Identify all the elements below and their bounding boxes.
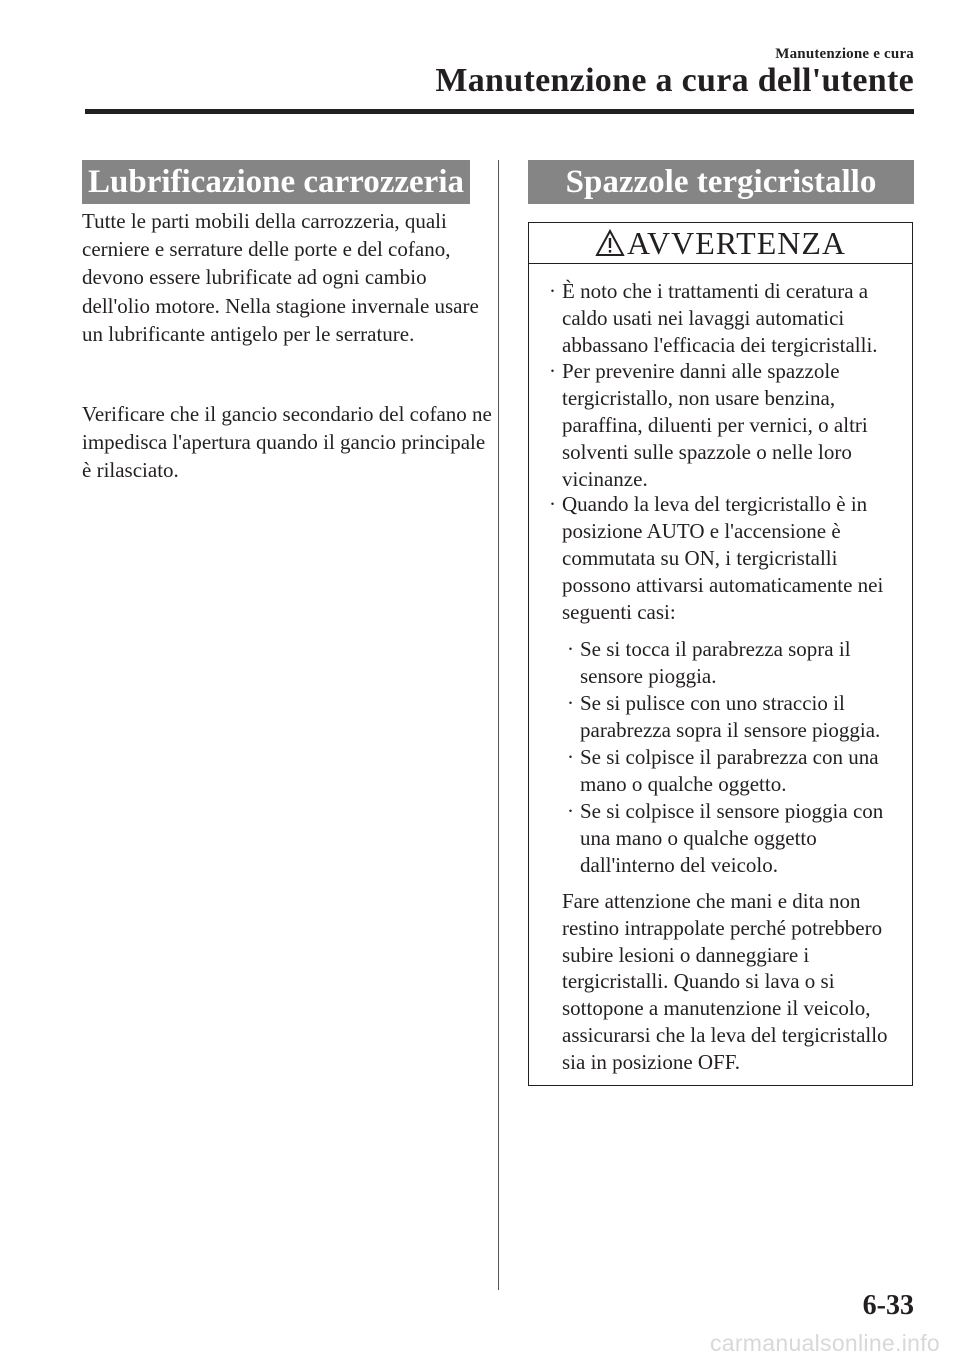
warning-item (549, 358, 907, 493)
lubrication-paragraph: Tutte le parti mobili della carrozzeria, quali cerniere e serrature delle porte e del cofano, devono essere lubrificate ad ogni cambio dell'olio motore. Nella stagione invernale usare un lubrificante antigelo per le serrature. (82, 209, 479, 346)
bullet-dot: · (567, 745, 574, 769)
page-number: 6-33 (862, 1290, 914, 1321)
warning-title: AVVERTENZA (626, 224, 847, 261)
bullet-dot: · (567, 799, 574, 823)
warning-header (529, 223, 912, 264)
warning-subitem-text: Se si colpisce il parabrezza con una mano o qualche oggetto. (580, 745, 879, 796)
warning-item (549, 278, 907, 359)
warning-item-text: Per prevenire danni alle spazzole tergicristallo, non usare benzina, paraffina, diluenti per vernici, o altri solventi sulle spazzole o nelle loro vicinanze. (562, 359, 868, 491)
section-heading-wiper-blades: Spazzole tergicristallo (528, 160, 914, 204)
warning-subitem-text: Se si pulisce con uno straccio il parabrezza sopra il sensore pioggia. (580, 691, 881, 742)
bullet-dot: · (549, 492, 556, 516)
bullet-dot: · (567, 691, 574, 715)
warning-note: Fare attenzione che mani e dita non restino intrappolate perché potrebbero subire lesioni o danneggiare i tergicristalli. Quando si lava o si sottopone a manutenzione il veicolo, assicurarsi che la leva del tergicristallo sia in posizione OFF. (562, 889, 888, 1074)
watermark: carmanualsonline.info (709, 1330, 940, 1356)
chapter-subtitle: Manutenzione e cura (775, 46, 914, 62)
warning-triangle-icon (595, 229, 625, 257)
warning-box (528, 222, 913, 1086)
header-rule (85, 109, 914, 114)
section-heading-body-lubrication: Lubrificazione carrozzeria (82, 160, 470, 204)
bullet-dot: · (567, 637, 574, 661)
warning-subitem (567, 744, 910, 798)
warning-item-text: Quando la leva del tergicristallo è in posizione AUTO e l'accensione è commutata su ON, i tergicristalli possono attivarsi automaticamente nei seguenti casi: (562, 492, 884, 624)
warning-subitem (567, 798, 910, 879)
warning-item-text: È noto che i trattamenti di ceratura a caldo usati nei lavaggi automatici abbassano l'efficacia dei tergicristalli. (562, 279, 878, 357)
warning-subitem (567, 690, 910, 744)
chapter-title: Manutenzione a cura dell'utente (435, 62, 914, 99)
warning-subitem-text: Se si colpisce il sensore pioggia con una mano o qualche oggetto dall'interno del veicolo. (580, 799, 884, 877)
bullet-dot: · (549, 359, 556, 383)
hood-latch-paragraph: Verificare che il gancio secondario del cofano ne impedisca l'apertura quando il gancio principale è rilasciato. (82, 402, 492, 483)
warning-item (549, 491, 907, 626)
warning-subitem-text: Se si tocca il parabrezza sopra il sensore pioggia. (580, 637, 851, 688)
column-divider (498, 160, 499, 1290)
warning-subitem (567, 636, 910, 690)
bullet-dot: · (549, 279, 556, 303)
